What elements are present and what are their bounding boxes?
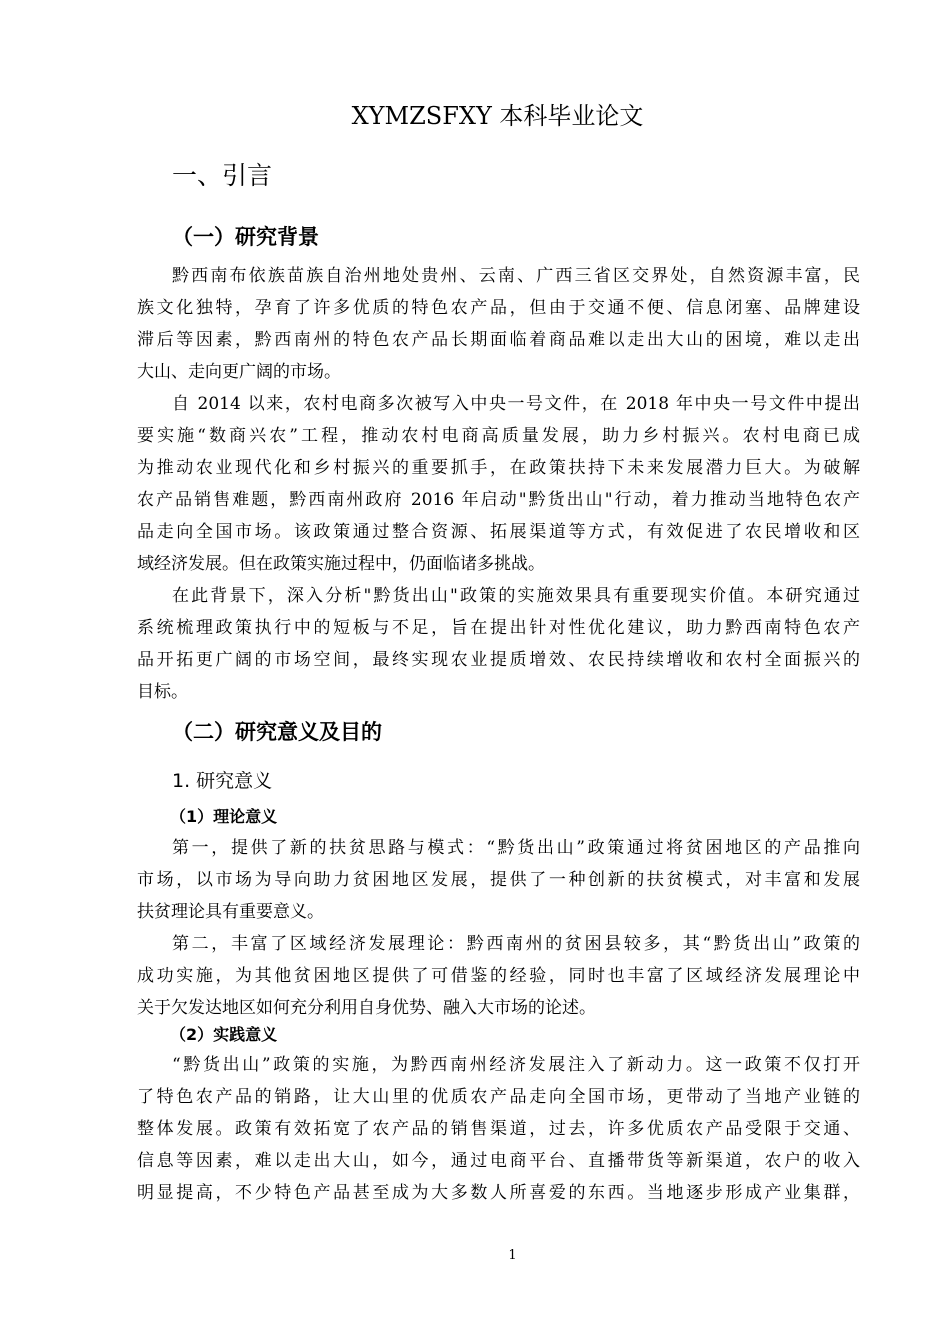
heading-practical-significance: （2）实践意义	[170, 1025, 278, 1044]
paragraph-line: 族文化独特，孕育了许多优质的特色农产品，但由于交通不便、信息闭塞、品牌建设	[137, 298, 860, 318]
paragraph-line: 成功实施，为其他贫困地区提供了可借鉴的经验，同时也丰富了区域经济发展理论中	[137, 966, 860, 986]
paragraph-line: 第一，提供了新的扶贫思路与模式：“黔货出山”政策通过将贫困地区的产品推向	[172, 838, 860, 858]
paragraph-line: 整体发展。政策有效拓宽了农产品的销售渠道，过去，许多优质农产品受限于交通、	[137, 1119, 860, 1139]
paragraph-line: 自 2014 以来，农村电商多次被写入中央一号文件，在 2018 年中央一号文件中提出	[172, 394, 860, 414]
paragraph-line: 为推动农业现代化和乡村振兴的重要抓手，在政策扶持下未来发展潜力巨大。为破解	[137, 458, 860, 478]
paragraph-line: 了特色农产品的销路，让大山里的优质农产品走向全国市场，更带动了当地产业链的	[137, 1087, 860, 1107]
section-heading-introduction: 一、引言	[172, 161, 273, 190]
paragraph-line: 要实施“数商兴农”工程，推动农村电商高质量发展，助力乡村振兴。农村电商已成	[137, 426, 860, 446]
subsection-heading-significance: （二）研究意义及目的	[172, 720, 382, 744]
paragraph-line: 系统梳理政策执行中的短板与不足，旨在提出针对性优化建议，助力黔西南特色农产	[137, 618, 860, 638]
paragraph-line: 黔西南布依族苗族自治州地处贵州、云南、广西三省区交界处，自然资源丰富，民	[172, 266, 860, 286]
paragraph-line: 农产品销售难题，黔西南州政府 2016 年启动"黔货出山"行动，着力推动当地特色农产	[137, 490, 860, 510]
subsection-heading-background: （一）研究背景	[172, 225, 319, 249]
paragraph-line: 目标。	[137, 682, 188, 702]
heading-research-significance: 1. 研究意义	[172, 770, 273, 792]
paragraph-line: 在此背景下，深入分析"黔货出山"政策的实施效果具有重要现实价值。本研究通过	[172, 586, 860, 606]
paragraph-line: 域经济发展。但在政策实施过程中，仍面临诸多挑战。	[137, 554, 545, 574]
paragraph-line: 品开拓更广阔的市场空间，最终实现农业提质增效、农民持续增收和农村全面振兴的	[137, 650, 860, 670]
paragraph-line: 第二，丰富了区域经济发展理论：黔西南州的贫困县较多，其“黔货出山”政策的	[172, 934, 860, 954]
heading-theoretical-significance: （1）理论意义	[170, 807, 278, 826]
paragraph-line: 扶贫理论具有重要意义。	[137, 902, 324, 922]
page-number: 1	[508, 1248, 517, 1263]
paragraph-line: 滞后等因素，黔西南州的特色农产品长期面临着商品难以走出大山的困境，难以走出	[137, 330, 860, 350]
paragraph-line: 明显提高，不少特色产品甚至成为大多数人所喜爱的东西。当地逐步形成产业集群，	[137, 1183, 860, 1203]
paragraph-line: “黔货出山”政策的实施，为黔西南州经济发展注入了新动力。这一政策不仅打开	[172, 1055, 860, 1075]
paragraph-line: 品走向全国市场。该政策通过整合资源、拓展渠道等方式，有效促进了农民增收和区	[137, 522, 860, 542]
paragraph-line: 市场，以市场为导向助力贫困地区发展，提供了一种创新的扶贫模式，对丰富和发展	[137, 870, 860, 890]
paragraph-line: 信息等因素，难以走出大山，如今，通过电商平台、直播带货等新渠道，农户的收入	[137, 1151, 860, 1171]
paragraph-line: 关于欠发达地区如何充分利用自身优势、融入大市场的论述。	[137, 998, 596, 1018]
paragraph-line: 大山、走向更广阔的市场。	[137, 362, 341, 382]
document-header-title: XYMZSFXY 本科毕业论文	[351, 102, 644, 130]
